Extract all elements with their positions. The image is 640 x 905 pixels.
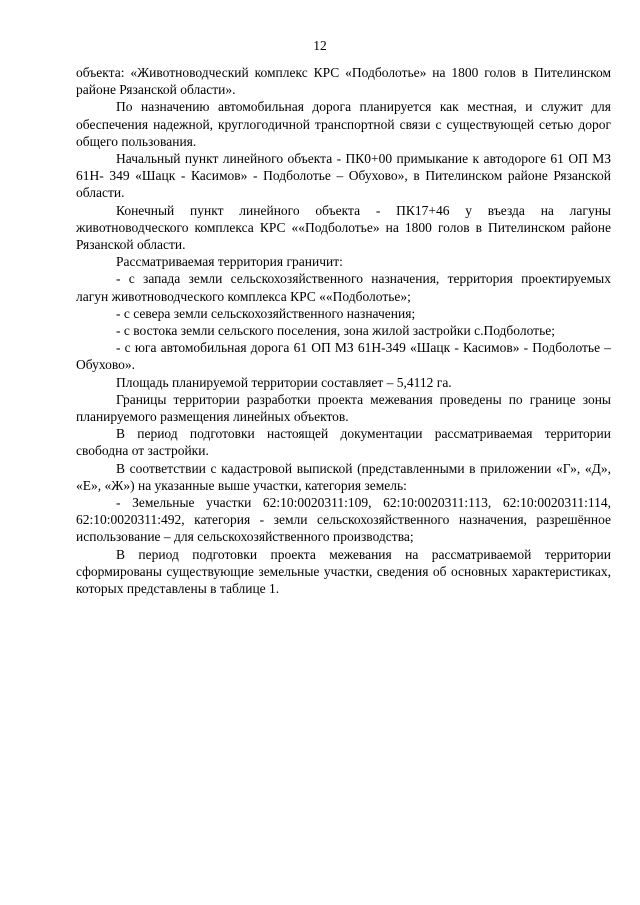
- page-number: 12: [313, 38, 327, 53]
- paragraph-area: Площадь планируемой территории составляет – 5,4112 га.: [116, 374, 452, 390]
- list-item-land-plots: - Земельные участки 62:10:0020311:109, 62:10:0020311:113, 62:10:0020311:114, 62:10:0020311:492, категория - земли сельскохозяйственного назначения, разрешённое использование – для сельскохозяйственного производства;: [76, 495, 611, 545]
- paragraph-end-point: Конечный пункт линейного объекта - ПК17+46 у въезда на лагуны животноводческого комплекса КРС ««Подболотье» на 1800 голов в Пителинском районе Рязанской области.: [76, 202, 611, 253]
- paragraph-free-territory: В период подготовки настоящей документации рассматриваемая территории свободна от застройки.: [76, 426, 611, 459]
- list-item-north: - с севера земли сельскохозяйственного назначения;: [116, 305, 416, 321]
- paragraph-existing-plots: В период подготовки проекта межевания на рассматриваемой территории сформированы существующие земельные участки, сведения об основных характеристиках, которых представлены в таблице 1.: [76, 546, 611, 597]
- paragraph-boundaries: Границы территории разработки проекта межевания проведены по границе зоны планируемого размещения линейных объектов.: [76, 391, 611, 425]
- paragraph-borders-intro: Рассматриваемая территория граничит:: [116, 254, 343, 270]
- paragraph-start-point: Начальный пункт линейного объекта - ПК0+00 примыкание к автодороге 61 ОП МЗ 61Н- 349 «Шацк - Касимов» - Подболотье – Обухово», в Пителинском районе Рязанской области.: [76, 151, 611, 201]
- body-text: [76, 64, 611, 597]
- list-item-east: - с востока земли сельского поселения, зона жилой застройки с.Подболотье;: [116, 323, 555, 339]
- paragraph-road-purpose: По назначению автомобильная дорога планируется как местная, и служит для обеспечения надежной, круглогодичной транспортной связи с существующей сетью дорог общего пользования.: [76, 99, 611, 149]
- paragraph-cadastral: В соответствии с кадастровой выпиской (представленными в приложении «Г», «Д», «Е», «Ж») на указанные выше участки, категория земель:: [76, 460, 611, 493]
- list-item-west: - с запада земли сельскохозяйственного назначения, территория проектируемых лагун животноводческого комплекса КРС ««Подболотье»;: [76, 271, 611, 304]
- paragraph-continuation: объекта: «Животноводческий комплекс КРС «Подболотье» на 1800 голов в Пителинском районе Рязанской области».: [76, 65, 611, 98]
- list-item-south: - с юга автомобильная дорога 61 ОП МЗ 61Н-349 «Шацк - Касимов» - Подболотье – Обухово».: [76, 340, 611, 373]
